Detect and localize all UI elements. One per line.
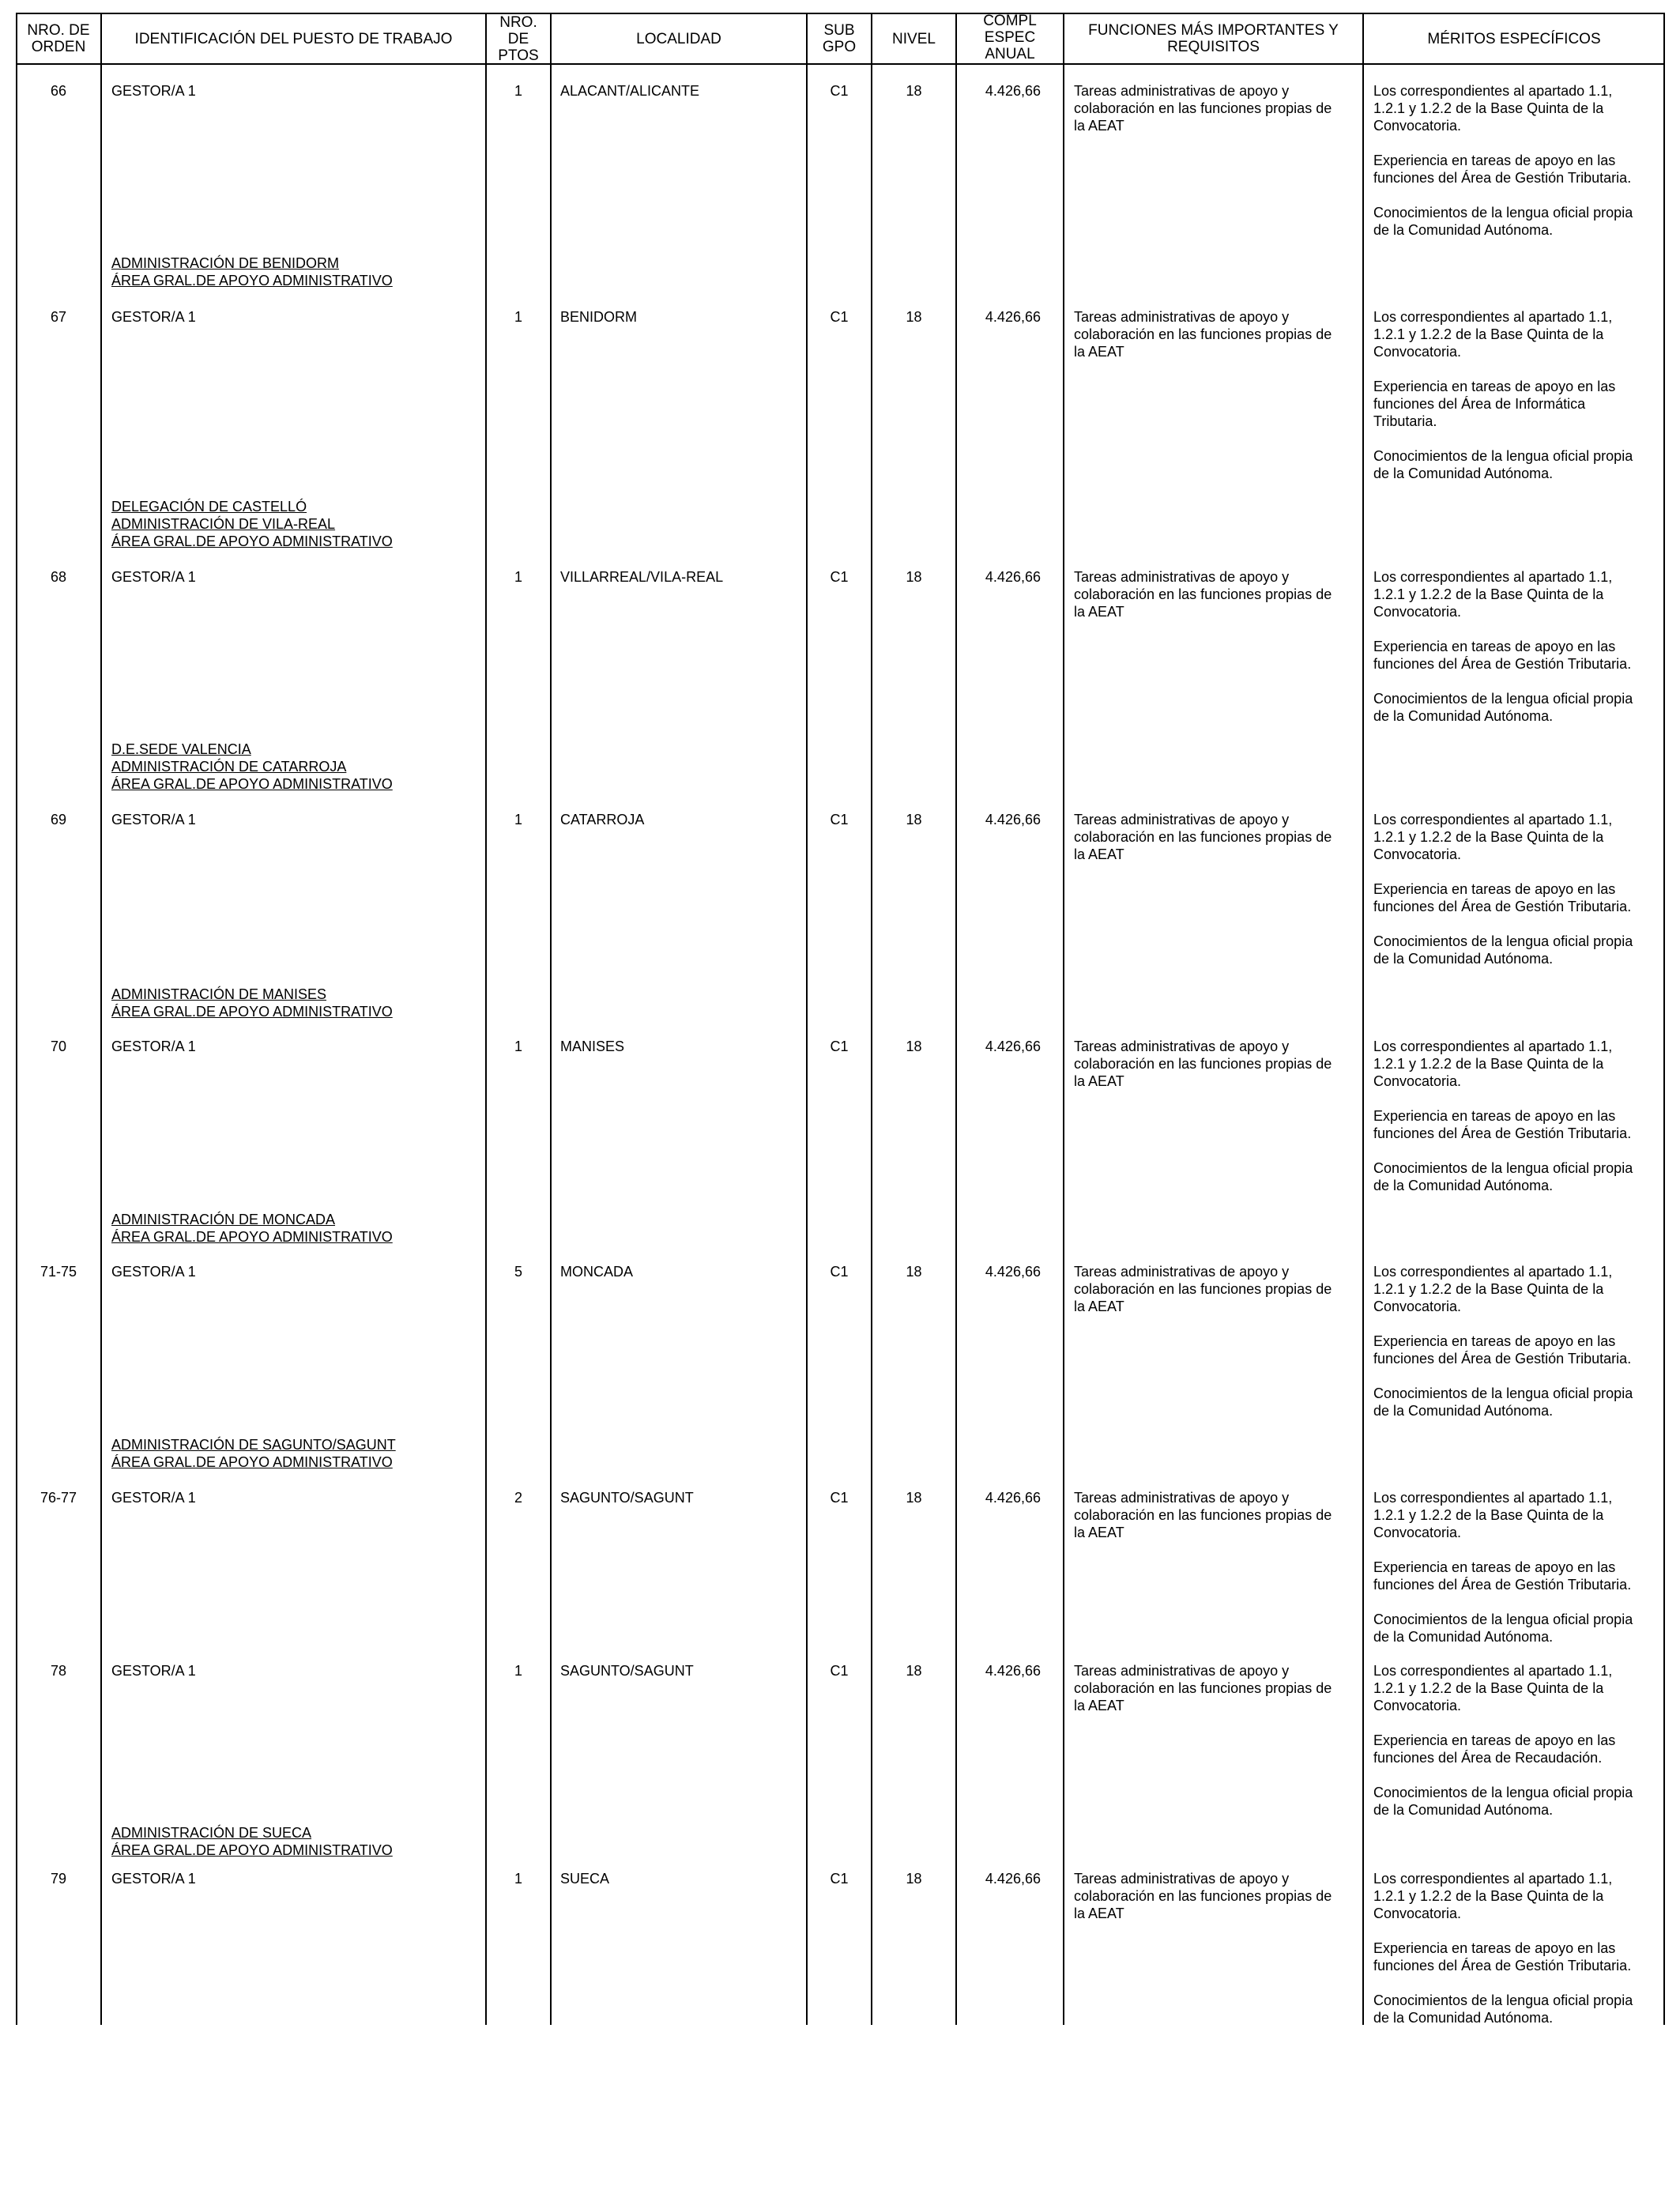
section-heading-line: ADMINISTRACIÓN DE SAGUNTO/SAGUNT xyxy=(111,1437,396,1453)
cell-funciones-line: Tareas administrativas de apoyo y xyxy=(1074,1490,1290,1506)
header-nivel: NIVEL xyxy=(892,30,936,47)
column-rule xyxy=(1063,13,1064,2025)
cell-orden: 79 xyxy=(50,1871,67,1887)
cell-puesto: GESTOR/A 1 xyxy=(111,1264,196,1280)
cell-meritos-line: 1.2.1 y 1.2.2 de la Base Quinta de la xyxy=(1373,100,1604,116)
cell-nivel: 18 xyxy=(906,1871,922,1887)
section-heading-line: ADMINISTRACIÓN DE BENIDORM xyxy=(111,255,340,271)
cell-funciones-line: colaboración en las funciones propias de xyxy=(1074,1281,1332,1297)
cell-meritos-line: Convocatoria. xyxy=(1373,1073,1462,1089)
section-heading-line: ADMINISTRACIÓN DE SUECA xyxy=(111,1825,312,1841)
section-heading-line: ADMINISTRACIÓN DE MONCADA xyxy=(111,1212,336,1227)
cell-meritos-line: Convocatoria. xyxy=(1373,1698,1462,1713)
cell-orden: 76-77 xyxy=(40,1490,77,1506)
section-heading-line: ÁREA GRAL.DE APOYO ADMINISTRATIVO xyxy=(111,533,393,549)
cell-puesto: GESTOR/A 1 xyxy=(111,1871,196,1887)
cell-nivel: 18 xyxy=(906,83,922,99)
cell-funciones-line: colaboración en las funciones propias de xyxy=(1074,100,1332,116)
cell-meritos-line: Experiencia en tareas de apoyo en las xyxy=(1373,153,1616,168)
section-heading-line: ÁREA GRAL.DE APOYO ADMINISTRATIVO xyxy=(111,1229,393,1245)
section-heading-line: ADMINISTRACIÓN DE VILA-REAL xyxy=(111,516,336,532)
cell-meritos-line: 1.2.1 y 1.2.2 de la Base Quinta de la xyxy=(1373,326,1604,342)
header-puesto: IDENTIFICACIÓN DEL PUESTO DE TRABAJO xyxy=(134,30,453,47)
cell-funciones-line: Tareas administrativas de apoyo y xyxy=(1074,1663,1290,1679)
header-meritos: MÉRITOS ESPECÍFICOS xyxy=(1427,30,1601,47)
cell-funciones-line: Tareas administrativas de apoyo y xyxy=(1074,812,1290,827)
cell-puesto: GESTOR/A 1 xyxy=(111,1490,196,1506)
cell-meritos-line: Conocimientos de la lengua oficial propia xyxy=(1373,448,1633,464)
cell-meritos-line: Los correspondientes al apartado 1.1, xyxy=(1373,1039,1613,1054)
cell-compl: 4.426,66 xyxy=(985,309,1041,325)
cell-meritos-line: Conocimientos de la lengua oficial propia xyxy=(1373,205,1633,221)
section-heading-line: ÁREA GRAL.DE APOYO ADMINISTRATIVO xyxy=(111,1004,393,1020)
cell-meritos-line: Conocimientos de la lengua oficial propia xyxy=(1373,1385,1633,1401)
cell-nivel: 18 xyxy=(906,1663,922,1679)
cell-nivel: 18 xyxy=(906,1490,922,1506)
cell-localidad: SAGUNTO/SAGUNT xyxy=(560,1490,694,1506)
cell-funciones-line: Tareas administrativas de apoyo y xyxy=(1074,1871,1290,1887)
cell-subgpo: C1 xyxy=(830,1264,849,1280)
section-heading-line: ÁREA GRAL.DE APOYO ADMINISTRATIVO xyxy=(111,273,393,288)
cell-funciones-line: la AEAT xyxy=(1074,604,1124,620)
section-heading-line: D.E.SEDE VALENCIA xyxy=(111,741,251,757)
header-subgpo: SUB GPO xyxy=(822,22,857,55)
cell-compl: 4.426,66 xyxy=(985,1871,1041,1887)
column-rule xyxy=(1663,13,1665,2025)
cell-ptos: 1 xyxy=(514,1663,522,1679)
header-bottom-rule xyxy=(16,63,1665,65)
cell-orden: 67 xyxy=(50,309,67,325)
header-compl: COMPL ESPEC ANUAL xyxy=(983,12,1037,62)
cell-meritos-line: Convocatoria. xyxy=(1373,1299,1462,1314)
cell-meritos-line: de la Comunidad Autónoma. xyxy=(1373,2010,1554,2026)
cell-meritos-line: Experiencia en tareas de apoyo en las xyxy=(1373,1732,1616,1748)
cell-nivel: 18 xyxy=(906,569,922,585)
section-heading-line: DELEGACIÓN DE CASTELLÓ xyxy=(111,499,307,515)
cell-funciones-line: Tareas administrativas de apoyo y xyxy=(1074,83,1290,99)
cell-localidad: MANISES xyxy=(560,1039,625,1054)
cell-subgpo: C1 xyxy=(830,1663,849,1679)
cell-meritos-line: Experiencia en tareas de apoyo en las xyxy=(1373,1108,1616,1124)
cell-subgpo: C1 xyxy=(830,309,849,325)
cell-compl: 4.426,66 xyxy=(985,83,1041,99)
cell-funciones-line: colaboración en las funciones propias de xyxy=(1074,1507,1332,1523)
cell-funciones-line: Tareas administrativas de apoyo y xyxy=(1074,569,1290,585)
cell-meritos-line: Conocimientos de la lengua oficial propia xyxy=(1373,691,1633,707)
cell-orden: 71-75 xyxy=(40,1264,77,1280)
cell-compl: 4.426,66 xyxy=(985,1490,1041,1506)
cell-funciones-line: colaboración en las funciones propias de xyxy=(1074,326,1332,342)
section-heading-line: ÁREA GRAL.DE APOYO ADMINISTRATIVO xyxy=(111,1454,393,1470)
cell-meritos-line: funciones del Área de Gestión Tributaria. xyxy=(1373,656,1632,672)
cell-meritos-line: 1.2.1 y 1.2.2 de la Base Quinta de la xyxy=(1373,1507,1604,1523)
cell-meritos-line: Experiencia en tareas de apoyo en las xyxy=(1373,1333,1616,1349)
cell-meritos-line: Los correspondientes al apartado 1.1, xyxy=(1373,1871,1613,1887)
cell-localidad: MONCADA xyxy=(560,1264,634,1280)
cell-meritos-line: 1.2.1 y 1.2.2 de la Base Quinta de la xyxy=(1373,586,1604,602)
cell-meritos-line: Los correspondientes al apartado 1.1, xyxy=(1373,309,1613,325)
cell-meritos-line: Convocatoria. xyxy=(1373,1525,1462,1540)
cell-orden: 69 xyxy=(50,812,67,827)
cell-meritos-line: Tributaria. xyxy=(1373,413,1437,429)
cell-meritos-line: de la Comunidad Autónoma. xyxy=(1373,466,1554,481)
section-heading-line: ÁREA GRAL.DE APOYO ADMINISTRATIVO xyxy=(111,1842,393,1858)
cell-localidad: BENIDORM xyxy=(560,309,638,325)
cell-funciones-line: Tareas administrativas de apoyo y xyxy=(1074,1039,1290,1054)
cell-funciones-line: colaboración en las funciones propias de xyxy=(1074,1056,1332,1072)
cell-funciones-line: colaboración en las funciones propias de xyxy=(1074,586,1332,602)
cell-meritos-line: Conocimientos de la lengua oficial propia xyxy=(1373,1612,1633,1627)
cell-nivel: 18 xyxy=(906,1264,922,1280)
cell-funciones-line: colaboración en las funciones propias de xyxy=(1074,1680,1332,1696)
cell-meritos-line: de la Comunidad Autónoma. xyxy=(1373,1629,1554,1645)
cell-meritos-line: Los correspondientes al apartado 1.1, xyxy=(1373,83,1613,99)
cell-localidad: CATARROJA xyxy=(560,812,645,827)
cell-meritos-line: Los correspondientes al apartado 1.1, xyxy=(1373,1663,1613,1679)
cell-meritos-line: Convocatoria. xyxy=(1373,846,1462,862)
cell-meritos-line: de la Comunidad Autónoma. xyxy=(1373,222,1554,238)
cell-ptos: 1 xyxy=(514,83,522,99)
cell-meritos-line: Conocimientos de la lengua oficial propia xyxy=(1373,1992,1633,2008)
cell-subgpo: C1 xyxy=(830,812,849,827)
cell-orden: 66 xyxy=(50,83,67,99)
cell-subgpo: C1 xyxy=(830,83,849,99)
cell-funciones-line: la AEAT xyxy=(1074,1906,1124,1921)
cell-meritos-line: 1.2.1 y 1.2.2 de la Base Quinta de la xyxy=(1373,829,1604,845)
cell-localidad: SUECA xyxy=(560,1871,610,1887)
cell-meritos-line: Los correspondientes al apartado 1.1, xyxy=(1373,812,1613,827)
cell-compl: 4.426,66 xyxy=(985,569,1041,585)
cell-meritos-line: Conocimientos de la lengua oficial propia xyxy=(1373,1160,1633,1176)
cell-subgpo: C1 xyxy=(830,1039,849,1054)
cell-funciones-line: Tareas administrativas de apoyo y xyxy=(1074,309,1290,325)
section-heading-line: ÁREA GRAL.DE APOYO ADMINISTRATIVO xyxy=(111,776,393,792)
cell-meritos-line: de la Comunidad Autónoma. xyxy=(1373,708,1554,724)
cell-puesto: GESTOR/A 1 xyxy=(111,1663,196,1679)
column-rule xyxy=(1362,13,1364,2025)
cell-meritos-line: Convocatoria. xyxy=(1373,118,1462,134)
cell-meritos-line: de la Comunidad Autónoma. xyxy=(1373,1403,1554,1419)
cell-subgpo: C1 xyxy=(830,1871,849,1887)
cell-meritos-line: 1.2.1 y 1.2.2 de la Base Quinta de la xyxy=(1373,1680,1604,1696)
cell-funciones-line: la AEAT xyxy=(1074,118,1124,134)
cell-ptos: 1 xyxy=(514,812,522,827)
cell-localidad: ALACANT/ALICANTE xyxy=(560,83,700,99)
cell-meritos-line: de la Comunidad Autónoma. xyxy=(1373,1178,1554,1193)
cell-compl: 4.426,66 xyxy=(985,1663,1041,1679)
cell-funciones-line: colaboración en las funciones propias de xyxy=(1074,1888,1332,1904)
header-funciones: FUNCIONES MÁS IMPORTANTES Y REQUISITOS xyxy=(1088,22,1339,55)
cell-meritos-line: Los correspondientes al apartado 1.1, xyxy=(1373,569,1613,585)
cell-funciones-line: la AEAT xyxy=(1074,1073,1124,1089)
cell-meritos-line: Los correspondientes al apartado 1.1, xyxy=(1373,1490,1613,1506)
cell-meritos-line: Experiencia en tareas de apoyo en las xyxy=(1373,881,1616,897)
cell-meritos-line: Conocimientos de la lengua oficial propia xyxy=(1373,1785,1633,1800)
cell-meritos-line: funciones del Área de Gestión Tributaria. xyxy=(1373,1125,1632,1141)
cell-meritos-line: Convocatoria. xyxy=(1373,1906,1462,1921)
cell-nivel: 18 xyxy=(906,1039,922,1054)
cell-meritos-line: Convocatoria. xyxy=(1373,604,1462,620)
cell-meritos-line: 1.2.1 y 1.2.2 de la Base Quinta de la xyxy=(1373,1888,1604,1904)
cell-ptos: 1 xyxy=(514,569,522,585)
cell-orden: 70 xyxy=(50,1039,67,1054)
cell-compl: 4.426,66 xyxy=(985,1264,1041,1280)
cell-meritos-line: 1.2.1 y 1.2.2 de la Base Quinta de la xyxy=(1373,1056,1604,1072)
cell-puesto: GESTOR/A 1 xyxy=(111,309,196,325)
cell-meritos-line: Convocatoria. xyxy=(1373,344,1462,360)
cell-ptos: 1 xyxy=(514,309,522,325)
cell-funciones-line: la AEAT xyxy=(1074,1698,1124,1713)
cell-meritos-line: Experiencia en tareas de apoyo en las xyxy=(1373,1940,1616,1956)
cell-ptos: 5 xyxy=(514,1264,522,1280)
cell-ptos: 1 xyxy=(514,1871,522,1887)
header-ptos: NRO. DE PTOS xyxy=(498,13,539,64)
cell-meritos-line: Los correspondientes al apartado 1.1, xyxy=(1373,1264,1613,1280)
cell-meritos-line: 1.2.1 y 1.2.2 de la Base Quinta de la xyxy=(1373,1281,1604,1297)
cell-orden: 68 xyxy=(50,569,67,585)
cell-meritos-line: funciones del Área de Gestión Tributaria. xyxy=(1373,1577,1632,1593)
cell-localidad: VILLARREAL/VILA-REAL xyxy=(560,569,724,585)
cell-meritos-line: Conocimientos de la lengua oficial propia xyxy=(1373,933,1633,949)
cell-meritos-line: Experiencia en tareas de apoyo en las xyxy=(1373,1559,1616,1575)
cell-subgpo: C1 xyxy=(830,1490,849,1506)
cell-funciones-line: Tareas administrativas de apoyo y xyxy=(1074,1264,1290,1280)
cell-ptos: 1 xyxy=(514,1039,522,1054)
cell-meritos-line: Experiencia en tareas de apoyo en las xyxy=(1373,379,1616,394)
cell-puesto: GESTOR/A 1 xyxy=(111,569,196,585)
section-heading-line: ADMINISTRACIÓN DE CATARROJA xyxy=(111,759,347,775)
cell-ptos: 2 xyxy=(514,1490,522,1506)
cell-nivel: 18 xyxy=(906,812,922,827)
cell-nivel: 18 xyxy=(906,309,922,325)
cell-puesto: GESTOR/A 1 xyxy=(111,1039,196,1054)
cell-meritos-line: Experiencia en tareas de apoyo en las xyxy=(1373,639,1616,654)
header-orden: NRO. DE ORDEN xyxy=(27,22,90,55)
cell-funciones-line: la AEAT xyxy=(1074,1299,1124,1314)
header-localidad: LOCALIDAD xyxy=(636,30,721,47)
cell-meritos-line: funciones del Área de Gestión Tributaria. xyxy=(1373,1958,1632,1973)
cell-orden: 78 xyxy=(50,1663,67,1679)
section-heading-line: ADMINISTRACIÓN DE MANISES xyxy=(111,986,327,1002)
cell-meritos-line: funciones del Área de Recaudación. xyxy=(1373,1750,1603,1766)
cell-compl: 4.426,66 xyxy=(985,1039,1041,1054)
cell-subgpo: C1 xyxy=(830,569,849,585)
cell-funciones-line: la AEAT xyxy=(1074,846,1124,862)
cell-meritos-line: funciones del Área de Informática xyxy=(1373,396,1586,412)
cell-localidad: SAGUNTO/SAGUNT xyxy=(560,1663,694,1679)
cell-meritos-line: funciones del Área de Gestión Tributaria. xyxy=(1373,170,1632,186)
cell-funciones-line: la AEAT xyxy=(1074,1525,1124,1540)
cell-funciones-line: colaboración en las funciones propias de xyxy=(1074,829,1332,845)
cell-puesto: GESTOR/A 1 xyxy=(111,812,196,827)
cell-funciones-line: la AEAT xyxy=(1074,344,1124,360)
cell-meritos-line: de la Comunidad Autónoma. xyxy=(1373,1802,1554,1818)
cell-compl: 4.426,66 xyxy=(985,812,1041,827)
cell-puesto: GESTOR/A 1 xyxy=(111,83,196,99)
cell-meritos-line: de la Comunidad Autónoma. xyxy=(1373,951,1554,967)
cell-meritos-line: funciones del Área de Gestión Tributaria. xyxy=(1373,1351,1632,1367)
cell-meritos-line: funciones del Área de Gestión Tributaria. xyxy=(1373,899,1632,914)
